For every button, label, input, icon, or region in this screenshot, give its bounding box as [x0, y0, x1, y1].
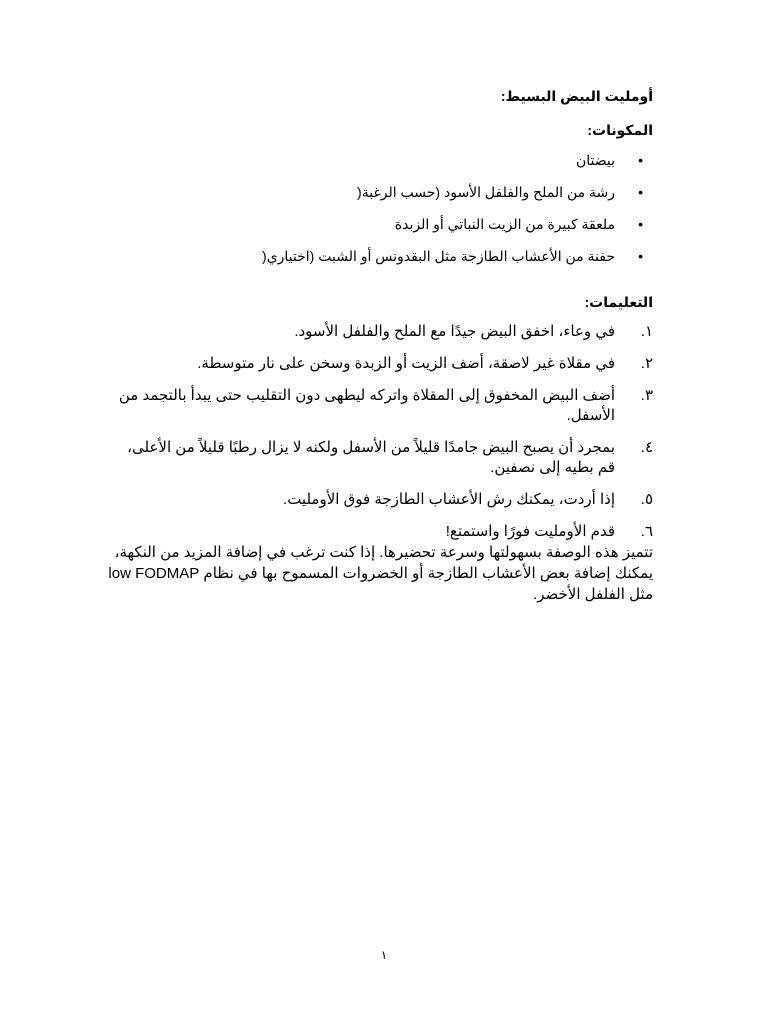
instructions-list: [113, 322, 653, 542]
step-number: ٢.: [640, 355, 653, 372]
bullet-icon: •: [638, 248, 643, 264]
page-number: ١: [380, 948, 388, 962]
step-number: ٤.: [640, 439, 653, 456]
ingredients-list: [113, 150, 653, 278]
step-text: في وعاء، اخفق البيض جيدًا مع الملح والفلفل الأسود.: [294, 323, 615, 340]
list-item: [113, 246, 653, 278]
list-item: [113, 322, 653, 342]
ingredient-text: رشة من الملح والفلفل الأسود (حسب الرغبة(: [357, 184, 615, 200]
list-item: [113, 214, 653, 246]
ingredient-text: حفنة من الأعشاب الطازجة مثل البقدونس أو الشبت (اختياري(: [262, 248, 615, 264]
bullet-icon: •: [638, 184, 643, 200]
step-text: في مقلاة غير لاصقة، أضف الزيت أو الزبدة وسخن على نار متوسطة.: [197, 355, 615, 372]
ingredient-text: ملعقة كبيرة من الزيت النباتي أو الزبدة: [394, 216, 615, 232]
step-number: ٥.: [640, 491, 653, 508]
step-number: ٦.: [640, 523, 653, 540]
bullet-icon: •: [638, 152, 643, 168]
step-text: أضف البيض المخفوق إلى المقلاة واتركه ليطهى دون التقليب حتى يبدأ بالتجمد من الأسفل.: [118, 387, 615, 424]
recipe-title: أومليت البيض البسيط:: [500, 88, 653, 104]
recipe-content: [113, 86, 653, 554]
closing-paragraph: تتميز هذه الوصفة بسهولتها وسرعة تحضيرها. إذا كنت ترغب في إضافة المزيد من النكهة، يمكنك إضافة بعض الأعشاب الطازجة أو الخضروات المسموح بها في نظام low FODMAP مثل الفلفل الأخضر.: [108, 544, 653, 603]
ingredient-text: بيضتان: [575, 152, 615, 168]
list-item: [113, 522, 653, 542]
bullet-icon: •: [638, 216, 643, 232]
step-text: بمجرد أن يصبح البيض جامدًا قليلاً من الأسفل ولكنه لا يزال رطبًا قليلاً من الأعلى، قم بطيه إلى نصفين.: [127, 439, 615, 476]
step-number: ٣.: [640, 387, 653, 404]
list-item: [113, 438, 653, 478]
ingredients-heading: المكونات:: [587, 122, 653, 138]
list-item: [113, 182, 653, 214]
list-item: [113, 150, 653, 182]
instructions-heading: التعليمات:: [584, 294, 653, 310]
step-number: ١.: [640, 323, 653, 340]
list-item: [113, 354, 653, 374]
step-text: إذا أردت، يمكنك رش الأعشاب الطازجة فوق الأومليت.: [283, 491, 615, 508]
list-item: [113, 386, 653, 426]
step-text: قدم الأومليت فورًا واستمتع!: [445, 523, 615, 540]
list-item: [113, 490, 653, 510]
